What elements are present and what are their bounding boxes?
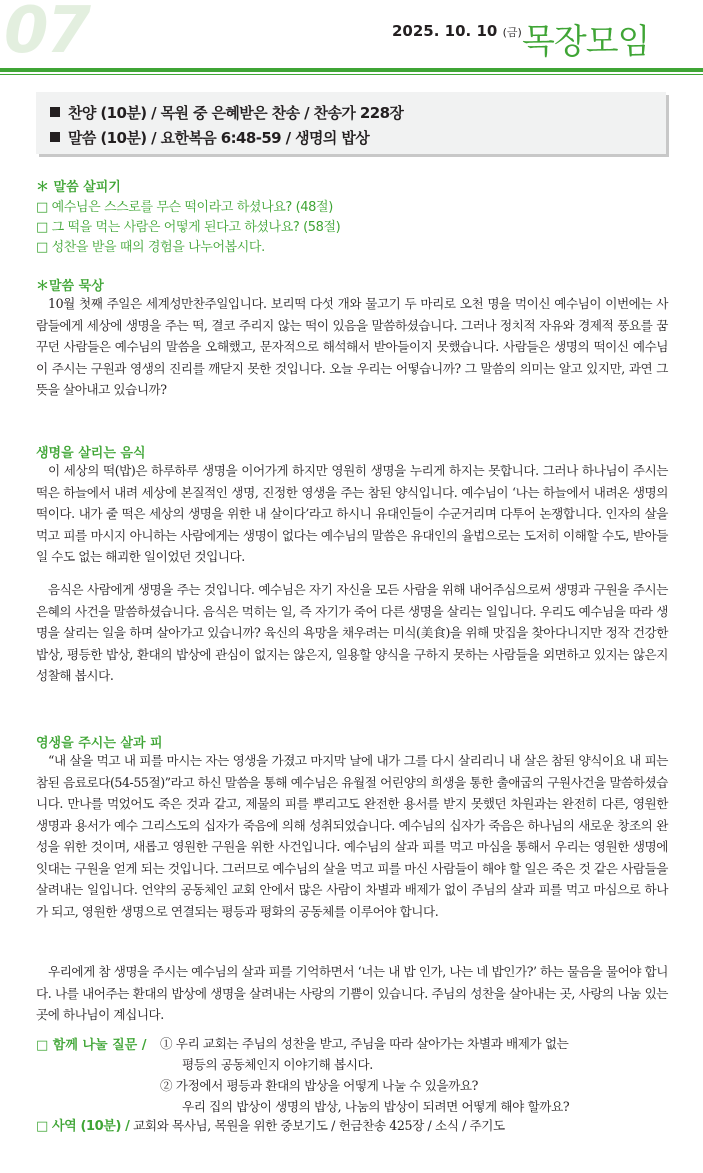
page-title: 목장모임 — [522, 22, 650, 62]
look-question-2: □ 그 떡을 먹는 사람은 어떻게 된다고 하셨나요? (58절) — [36, 220, 341, 235]
together-question-1b: 평등의 공동체인지 이야기해 봅시다. — [182, 1057, 373, 1072]
food-paragraph-1: 이 세상의 떡(밥)은 하루하루 생명을 이어가게 하지만 영원히 생명을 누리게 하지는 못합니다. 그러나 하나님이 주시는 떡은 하늘에서 내려 세상에 본질적인 생명, 진정한 영생을 주는 참된 양식입니다. 예수님이 ‘나는 하늘에서 내려온 생명의 떡이다. 내가 줄 떡은 세상의 생명을 위한 내 살이다’라고 하시니 유대인들이 수군거리며 다투어 논쟁합니다. 인자의 살을 먹고 피를 마시지 아니하는 사람에게는 생명이 없다는 예수님의 말씀은 유대인의 율법으로는 도저히 이해할 수도, 받아들일 수도 없는 해괴한 일이었던 것입니다. — [36, 463, 668, 564]
closing-text: 교회와 목사님, 목원을 위한 중보기도 / 헌금찬송 425장 / 소식 / 주기도 — [129, 1118, 505, 1133]
meditation-paragraph: 10월 첫째 주일은 세계성만찬주일입니다. 보리떡 다섯 개와 물고기 두 마리로 오천 명을 먹이신 예수님이 이번에는 사람들에게 세상에 생명을 주는 떡, 결코 주리지 않는 떡이 있음을 말씀하셨습니다. 그러나 정치적 자유와 경제적 풍요를 꿈꾸던 사람들은 예수님의 말씀을 오해했고, 문자적으로 해석해서 받아들이지 못했습니다. 사람들은 생명의 떡이신 예수님이 주시는 구원과 영생의 진리를 깨닫지 못한 것입니다. 오늘 우리는 어떻습니까? 그 말씀의 의미는 알고 있지만, 과연 그 뜻을 살아내고 있습니까? — [36, 296, 668, 397]
flesh-paragraph-2: 우리에게 참 생명을 주시는 예수님의 살과 피를 기억하면서 ‘너는 내 밥 인가, 나는 네 밥인가?’ 하는 물음을 물어야 합니다. 나를 내어주는 환대의 밥상에 생명을 살려내는 사랑의 기쁨이 있습니다. 주님의 성찬을 살아내는 곳, 사랑의 나눔 있는 곳에 하나님이 계십니다. — [36, 964, 668, 1022]
header-divider — [0, 68, 703, 72]
praise-line — [50, 102, 403, 123]
flesh-section-title: 영생을 주시는 살과 피 — [36, 736, 163, 751]
look-section-title: ＊ 말씀 살피기 — [36, 180, 121, 195]
square-bullet-icon — [50, 132, 60, 142]
praise-text: 찬양 (10분) / 목원 중 은혜받은 찬송 / 찬송가 228장 — [68, 104, 404, 122]
food-section-title: 생명을 살리는 음식 — [36, 446, 146, 461]
look-question-1: □ 예수님은 스스로를 무슨 떡이라고 하셨나요? (48절) — [36, 200, 333, 215]
look-question-3: □ 성찬을 받을 때의 경험을 나누어봅시다. — [36, 240, 265, 255]
date-text: 2025. 10. 10 — [392, 22, 498, 40]
word-text: 말씀 (10분) / 요한복음 6:48-59 / 생명의 밥상 — [68, 129, 370, 147]
page-number: 07 — [4, 0, 90, 68]
flesh-paragraph-1: “내 살을 먹고 내 피를 마시는 자는 영생을 가졌고 마지막 날에 내가 그를 다시 살리리니 내 살은 참된 양식이요 내 피는 참된 음료로다(54-55절)”라고 하신 말씀을 통해 예수님은 유월절 어린양의 희생을 통한 출애굽의 구원사건을 말씀하셨습니다. 만나를 먹었어도 죽은 것과 같고, 제물의 피를 뿌리고도 완전한 용서를 받지 못했던 차원과는 완전히 다른, 영원한 생명과 용서가 예수 그리스도의 십자가 죽음에 의해 성취되었습니다. 예수님의 십자가 죽음은 하나님의 새로운 창조의 완성을 위한 것이며, 새롭고 영원한 구원을 위한 사건입니다. 예수님의 살과 피를 먹고 마심을 통해서 우리는 영원한 생명에 잇대는 구원을 얻게 되는 것입니다. 그러므로 예수님의 살을 먹고 피를 마신 사람들이 해야 할 일은 죽은 것 같은 사람들을 살려내는 일입니다. 언약의 공동체인 교회 안에서 많은 사람이 차별과 배제가 없이 주님의 살과 피를 먹고 마심으로 하나가 되고, 영원한 생명으로 연결되는 평등과 평화의 공동체를 이루어야 합니다. — [36, 753, 668, 919]
together-questions-label: □ 함께 나눌 질문 / — [36, 1038, 147, 1053]
word-line — [50, 127, 369, 148]
header-divider-thin — [0, 74, 703, 75]
meditation-section-title: ＊말씀 묵상 — [36, 279, 104, 294]
closing-label: □ 사역 (10분) / — [36, 1119, 130, 1134]
meeting-date — [392, 22, 522, 40]
food-paragraph-2: 음식은 사람에게 생명을 주는 것입니다. 예수님은 자기 자신을 모든 사람을 위해 내어주심으로써 생명과 구원을 주시는 은혜의 사건을 말씀하셨습니다. 음식은 먹히는 일, 즉 자기가 죽어 다른 생명을 살리는 일입니다. 우리도 예수님을 따라 생명을 살리는 일을 하며 살아가고 있습니까? 육신의 욕망을 채우려는 미식(美食)을 위해 맛집을 찾아다니지만 정작 건강한 밥상, 평등한 밥상, 환대의 밥상에 관심이 없지는 않은지, 일용할 양식을 구하지 못하는 사람들을 외면하고 있지는 않은지 성찰해 봅시다. — [36, 582, 668, 683]
together-question-2b: 우리 집의 밥상이 생명의 밥상, 나눔의 밥상이 되려면 어떻게 해야 할까요? — [182, 1099, 570, 1114]
order-banner — [36, 92, 666, 154]
closing-line — [36, 1115, 505, 1134]
together-question-1a: ① 우리 교회는 주님의 성찬을 받고, 주님을 따라 살아가는 차별과 배제가 없는 — [160, 1036, 569, 1051]
weekday-text: (금) — [502, 26, 522, 39]
together-question-2a: ② 가정에서 평등과 환대의 밥상을 어떻게 나눌 수 있을까요? — [160, 1078, 478, 1093]
square-bullet-icon — [50, 107, 60, 117]
